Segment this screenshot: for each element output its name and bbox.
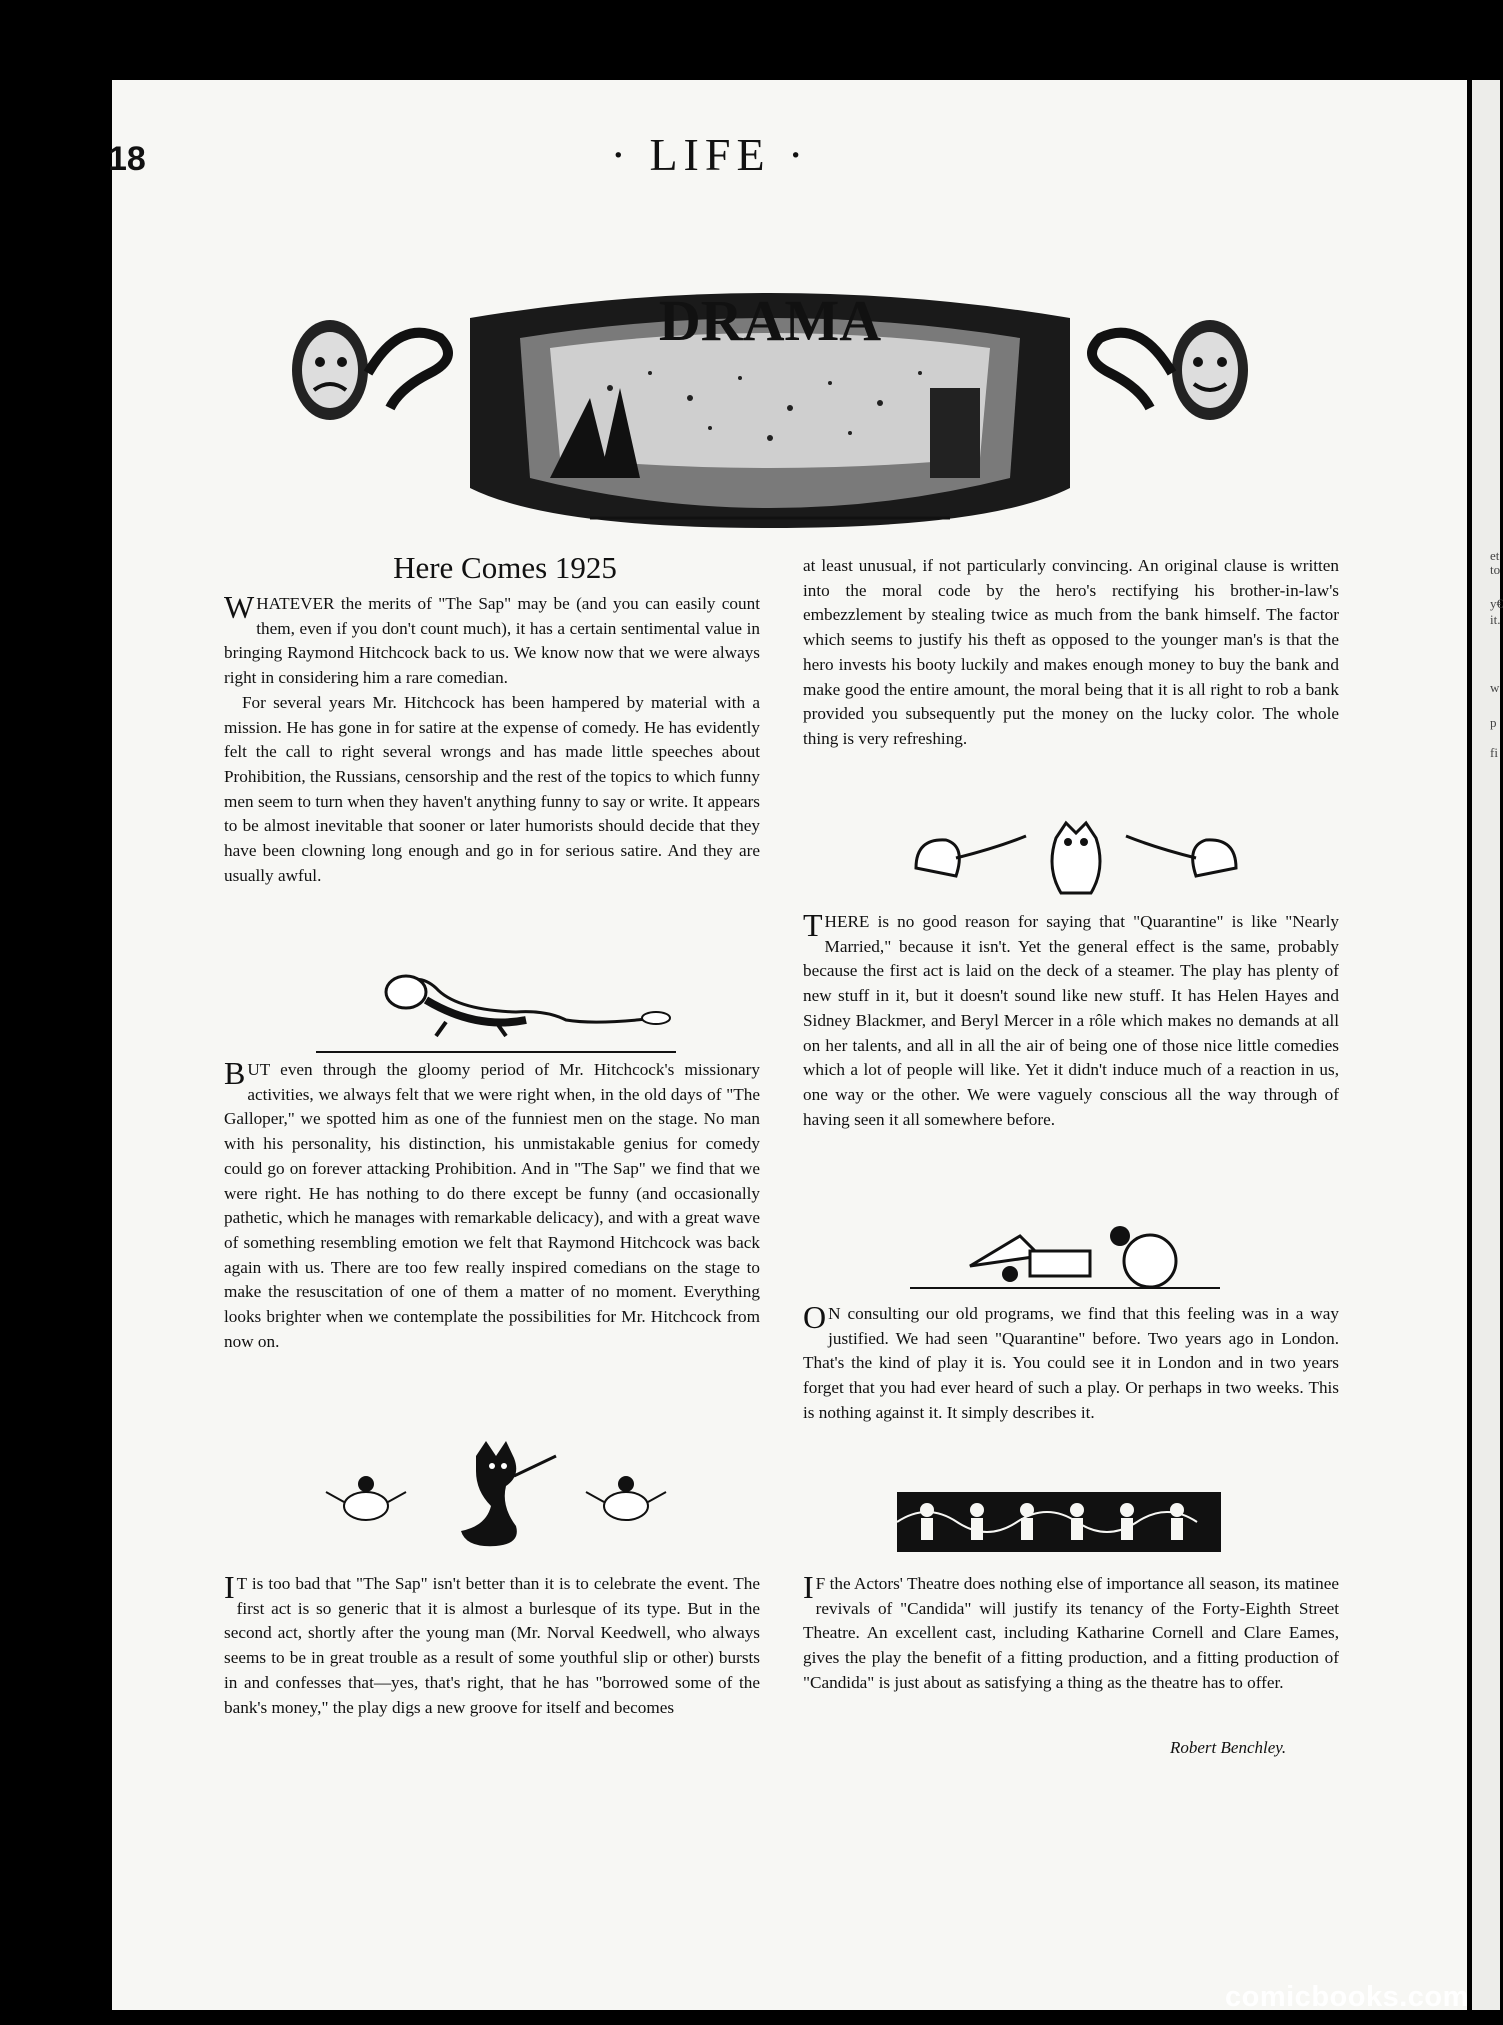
paragraph [224,1569,760,1720]
left-mask-icon [292,320,448,420]
paragraph [224,1055,760,1354]
adjacent-page-fragment: p [1490,715,1497,730]
left-bird-icon [326,1476,406,1520]
adjacent-page-fragment: et [1490,548,1500,563]
drama-banner-illustration [290,278,1250,538]
paragraph-text: HATEVER the merits of "The Sap" may be (and you can easily count them, even if you don't count much), it has a certain sentimental value in bringing Raymond Hitchcock back to us. We know now that we were always right in considering him a rare comedian. [224,594,760,688]
adjacent-page-fragment: y€ [1490,596,1503,611]
right-duck-icon [1126,836,1236,876]
weasel-illustration [316,960,676,1060]
adjacent-page-edge [1472,80,1500,2010]
dancers-frieze-illustration [897,1492,1221,1552]
paragraph: at least unusual, if not particularly convincing. An original clause is written into the moral code by the hero's rectifying his brother-in-law's embezzlement by stealing twice as much from the bank himself. The factor which seems to justify his theft as opposed to the younger man's is that the hero invests his booty luckily and makes enough money to buy the bank and make good the entire amount, the moral being that it is all right to rob a bank provided you subsequently put the money on the lucky color. The whole thing is very refreshing. [803,556,1339,748]
right-column-block-1 [803,554,1339,752]
owl-vase-icon [1052,823,1100,893]
paragraph-text: F the Actors' Theatre does nothing else of importance all season, its matinee revivals of "Candida" will justify its tenancy of the Forty-Eighth Street Theatre. An excellent cast, including Katharine Cornell and Clare Eames, gives the play the benefit of a fitting production, and a fitting production of "Candida" is just about as satisfying a thing as the theatre has to offer. [803,1574,1339,1692]
paragraph [224,589,760,691]
paragraph: For several years Mr. Hitchcock has been hampered by material with a mission. He has gone in for satire at the expense of comedy. He has evidently felt the call to right several wrongs and has made little speeches about Prohibition, the Russians, censorship and the rest of the topics to which funny men seem to turn when they haven't anything funny to say or write. It appears to be almost inevitable that sooner or later humorists should decide that they have been clowning long enough and go in for serious satire. And they are usually awful. [224,692,760,885]
drop-cap: B [224,1055,246,1091]
watermark: comicbooks.com [1225,1981,1469,2013]
adjacent-page-fragment: it. [1490,612,1501,627]
paragraph [803,1569,1339,1696]
toys-heap-illustration [910,1206,1220,1296]
drop-cap: I [224,1569,235,1605]
drop-cap: I [803,1569,814,1605]
paragraph [803,907,1339,1132]
paragraph-text: HERE is no good reason for saying that "Quarantine" is like "Nearly Married," because it isn't. Yet the general effect is the same, probably because the first act is laid on the deck of a steamer. The play has plenty of new stuff in it, but it doesn't sound like new stuff. It has Helen Hayes and Sidney Blackmer, and Beryl Mercer in a rôle which makes no demands at all on her talents, and all in all the air of being one of those nice little comedies which a lot of people will like. Yet it didn't induce much of a reaction in us, one way or the other. We were vaguely conscious all the way through of having seen it all somewhere before. [803,912,1339,1129]
paragraph-text: N consulting our old programs, we find that this feeling was in a way justified. We had seen "Quarantine" before. Two years ago in London. That's the kind of play it is. You could see it in London and in two years forget that you had ever heard of such a play. Or perhaps in two weeks. This is nothing against it. It simply describes it. [803,1304,1339,1422]
adjacent-page-fragment: w [1490,680,1500,695]
paragraph-text: T is too bad that "The Sap" isn't better than it is to celebrate the event. The first act is so generic that it is almost a burlesque of its type. But in the second act, shortly after the young man (Mr. Norval Keedwell, who always seems to be in great trouble as a result of some youthful slip or other) bursts in and confesses that—yes, that's right, that he has "borrowed some of the bank's money," the play digs a new groove for itself and becomes [224,1574,760,1717]
cat-icon [461,1441,556,1546]
left-column-block-3 [224,1569,760,1720]
cat-and-birds-illustration [326,1436,676,1556]
paragraph [803,1299,1339,1426]
left-column-block-1 [224,589,760,888]
right-bird-icon [586,1476,666,1520]
drop-cap: O [803,1299,827,1335]
right-mask-icon [1092,320,1248,420]
masthead: · LIFE · [610,129,810,180]
banner-title: DRAMA [658,288,882,353]
left-duck-icon [916,836,1026,876]
drop-cap: T [803,907,823,943]
article-headline: Here Comes 1925 [393,550,617,585]
paragraph-text: UT even through the gloomy period of Mr. Hitchcock's missionary activities, we always felt that we were right when, in the old days of "The Galloper," we spotted him as one of the funniest men on the stage. No man with his personality, his distinction, his unmistakable genius for comedy could go on forever attacking Prohibition. And in "The Sap" we find that we were right. He has nothing to do there except be funny (and occasionally pathetic, which he manages with remarkable delicacy), and with a great wave of something resembling emotion we felt that Raymond Hitchcock was back again with us. There are too few really inspired comedians on the stage to make the resuscitation of one of them a matter of no moment. Everything looks brighter when we contemplate the possibilities for Mr. Hitchcock from now on. [224,1060,760,1351]
adjacent-page-fragment: to [1490,562,1501,577]
author-byline: Robert Benchley. [1170,1738,1287,1757]
drop-cap: W [224,589,255,625]
adjacent-page-fragment: fi [1490,745,1498,760]
ducks-and-vase-illustration [906,818,1246,898]
left-column-block-2 [224,1055,760,1354]
right-column-block-3 [803,1299,1339,1426]
right-column-block-4 [803,1569,1339,1696]
right-column-block-2 [803,907,1339,1132]
page-number: 18 [108,140,146,178]
